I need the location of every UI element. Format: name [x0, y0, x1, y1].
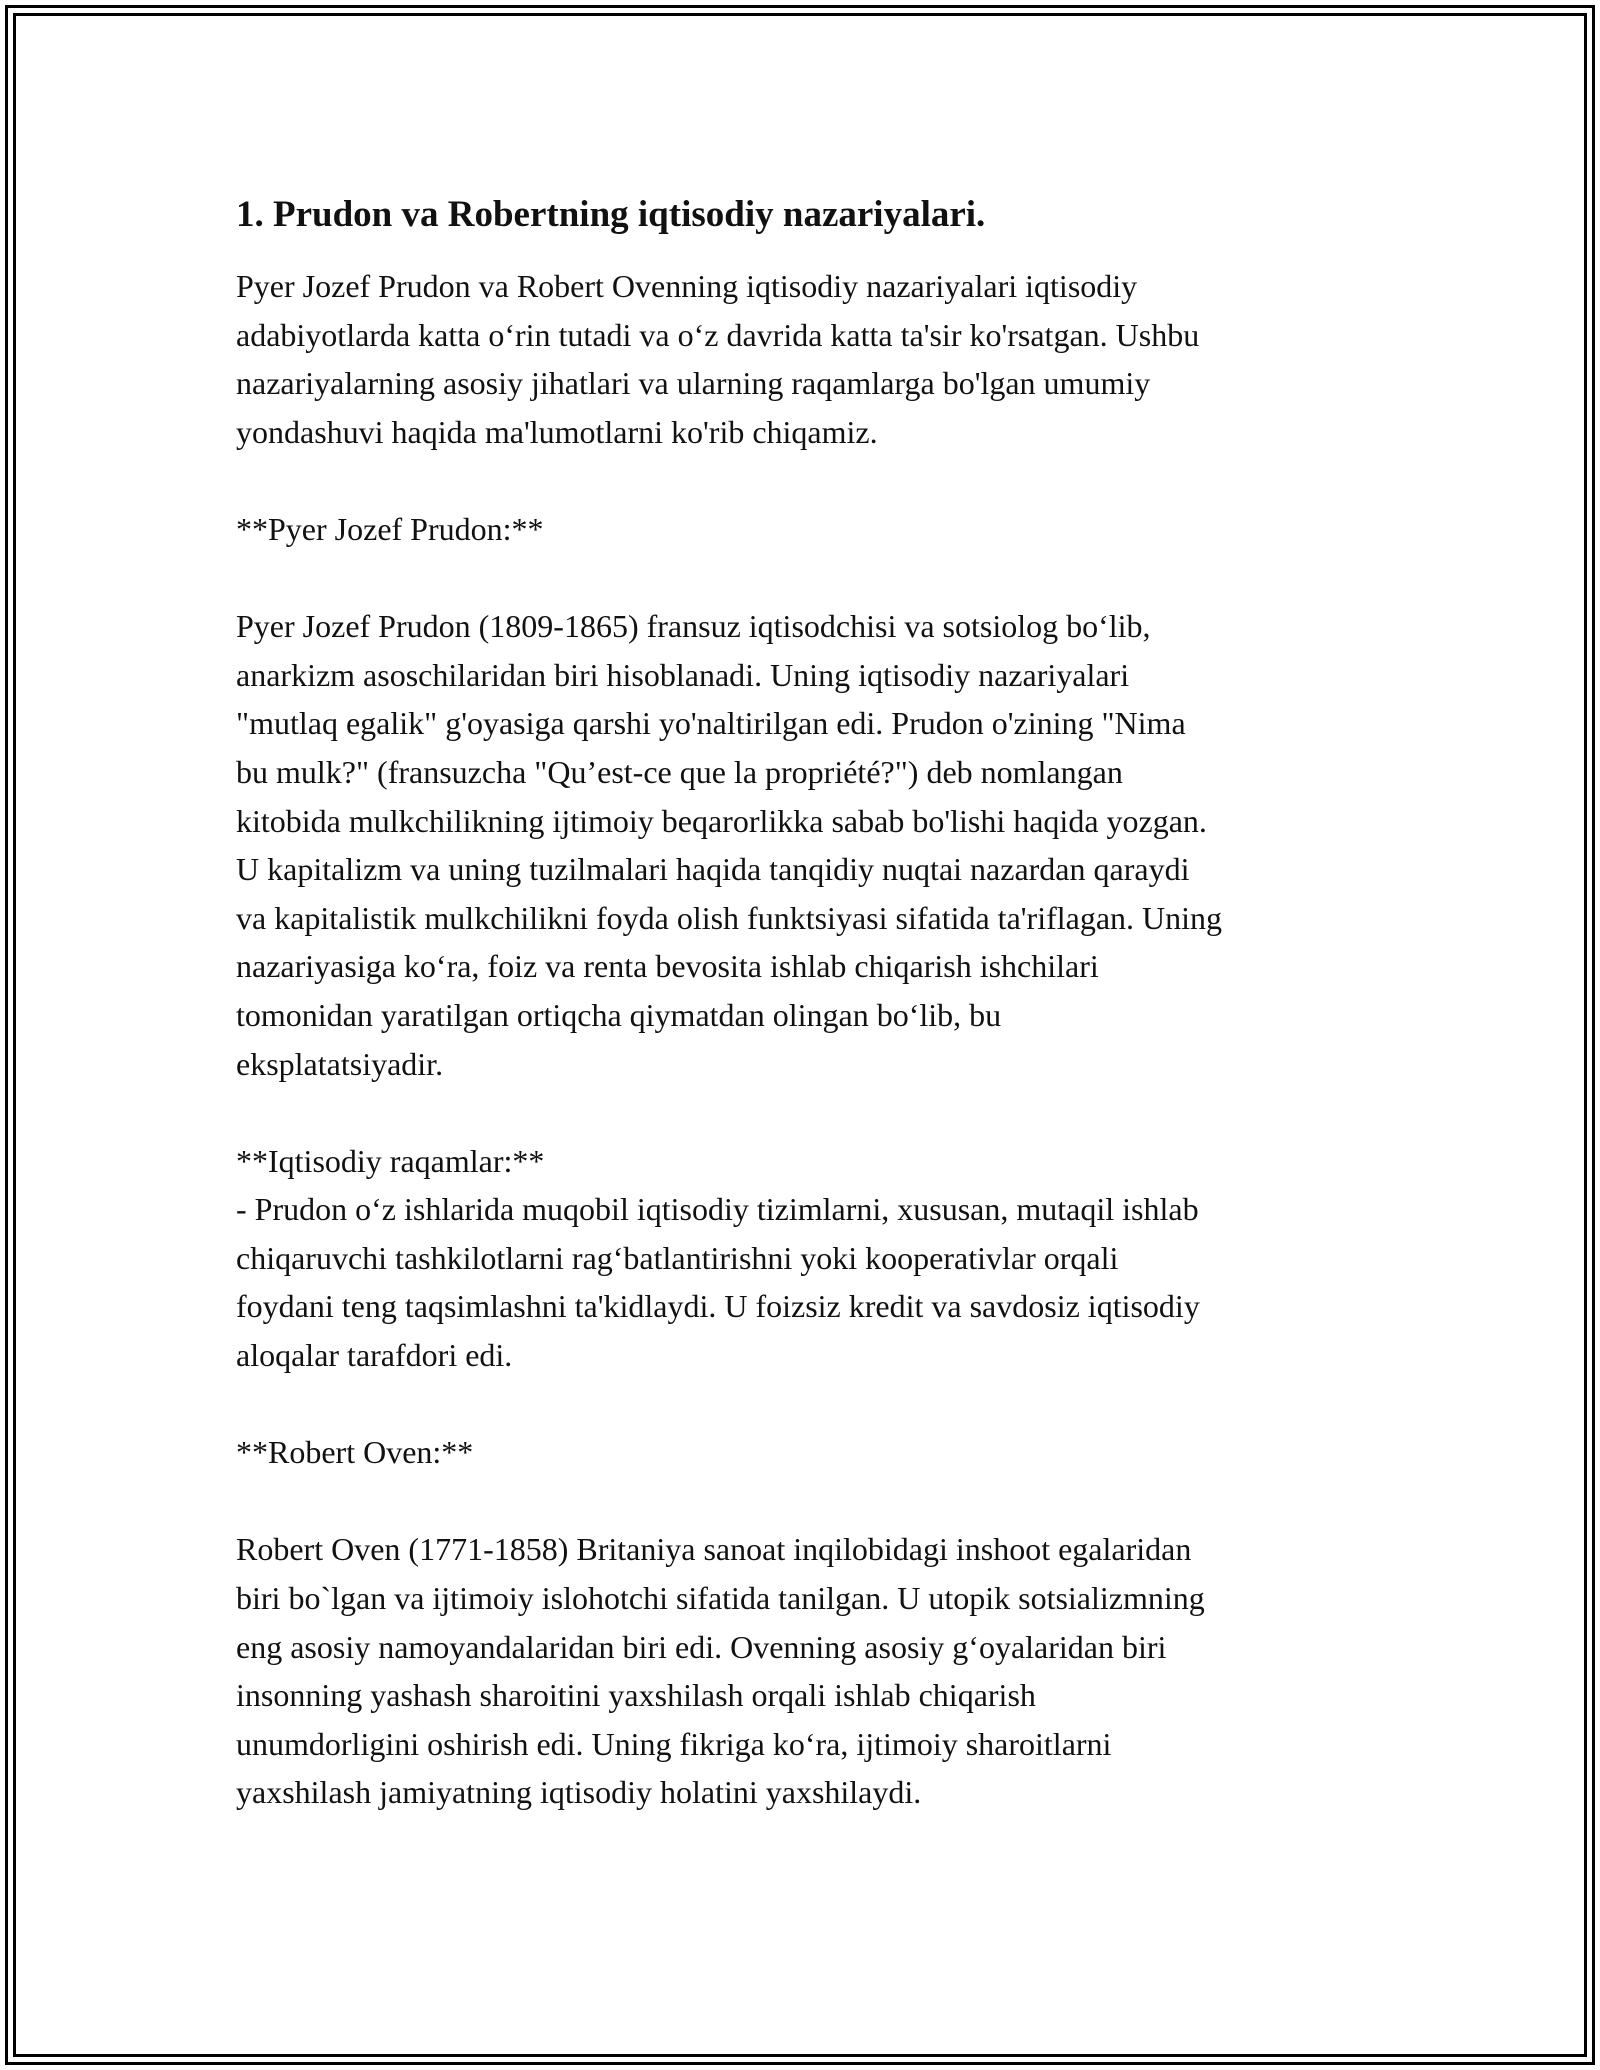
- paragraph-spacer: [236, 456, 1396, 505]
- oven-heading: **Robert Oven:**: [236, 1434, 474, 1471]
- oven-paragraph: Robert Oven (1771-1858) Britaniya sanoat inqilobidagi inshoot egalaridan biri bo`lgan va ijtimoiy islohotchi sifatida tanilgan. U utopik sotsializmning eng asosiy namoyandalaridan biri edi. Ovenning asosiy g‘oyalaridan biri insonning yashash sharoitini yaxshilash orqali ishlab chiqarish unumdorligini oshirish edi. Uning fikriga ko‘ra, ijtimoiy sharoitlarni yaxshilash jamiyatning iqtisodiy holatini yaxshilaydi.: [236, 1531, 1205, 1811]
- prudon-heading: **Pyer Jozef Prudon:**: [236, 510, 544, 547]
- paragraph-spacer: [236, 1380, 1396, 1429]
- paragraph-spacer: [236, 554, 1396, 603]
- economic-heading: **Iqtisodiy raqamlar:**: [236, 1142, 545, 1179]
- document-title: 1. Prudon va Robertning iqtisodiy nazariyalari.: [236, 194, 986, 235]
- document-body: [236, 190, 1396, 1817]
- prudon-paragraph: Pyer Jozef Prudon (1809-1865) fransuz iqtisodchisi va sotsiolog bo‘lib, anarkizm asoschilaridan biri hisoblanadi. Uning iqtisodiy nazariyalari "mutlaq egalik" g'oyasiga qarshi yo'naltirilgan edi. Prudon o'zining "Nima bu mulk?" (fransuzcha "Qu’est-ce que la propriété?") deb nomlangan kitobida mulkchilikning ijtimoiy beqarorlikka sabab bo'lishi haqida yozgan. U kapitalizm va uning tuzilmalari haqida tanqidiy nuqtai nazardan qaraydi va kapitalistik mulkchilikni foyda olish funktsiyasi sifatida ta'riflagan. Uning nazariyasiga ko‘ra, foiz va renta bevosita ishlab chiqarish ishchilari tomonidan yaratilgan ortiqcha qiymatdan olingan bo‘lib, bu eksplatatsiyadir.: [236, 608, 1223, 1082]
- economic-paragraph: - Prudon o‘z ishlarida muqobil iqtisodiy tizimlarni, xususan, mutaqil ishlab chiqaruvchi tashkilotlarni rag‘batlantirishni yoki kooperativlar orqali foydani teng taqsimlashni ta'kidlaydi. U foizsiz kredit va savdosiz iqtisodiy aloqalar tarafdori edi.: [236, 1191, 1200, 1374]
- intro-paragraph: Pyer Jozef Prudon va Robert Ovenning iqtisodiy nazariyalari iqtisodiy adabiyotlarda katta o‘rin tutadi va o‘z davrida katta ta'sir ko'rsatgan. Ushbu nazariyalarning asosiy jihatlari va ularning raqamlarga bo'lgan umumiy yondashuvi haqida ma'lumotlarni ko'rib chiqamiz.: [236, 268, 1200, 450]
- paragraph-spacer: [236, 1477, 1396, 1526]
- paragraph-spacer: [236, 1088, 1396, 1137]
